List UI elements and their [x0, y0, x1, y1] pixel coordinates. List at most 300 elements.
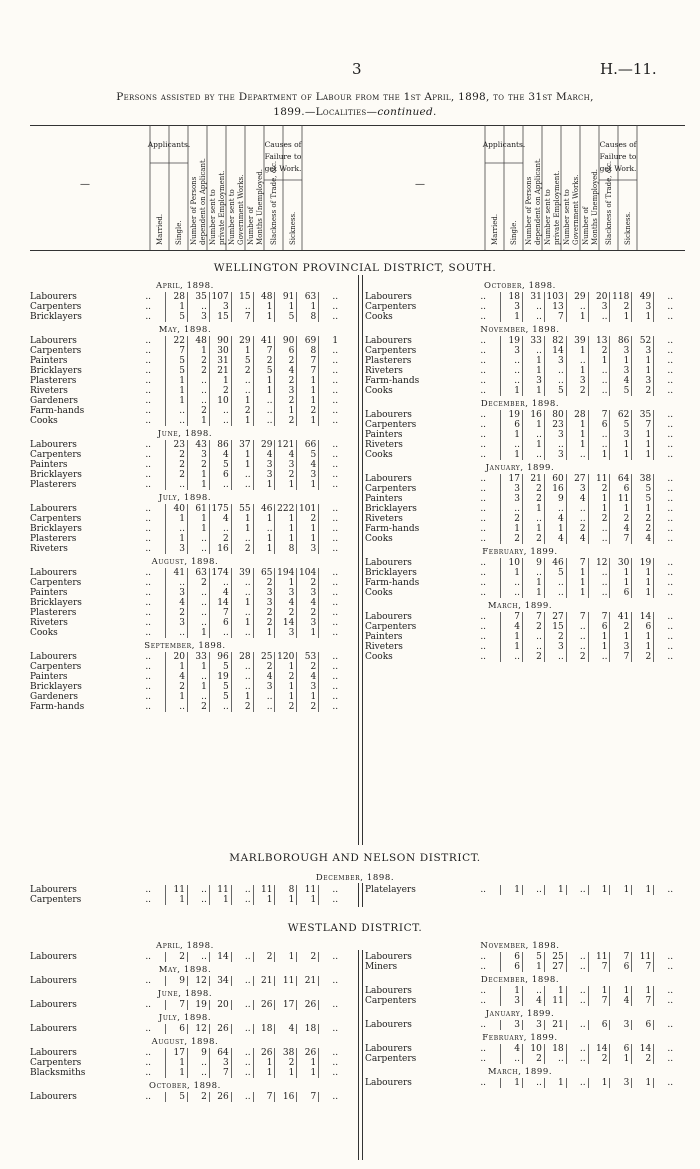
- cell-dependent: 1: [544, 885, 566, 895]
- table-row: [365, 504, 675, 514]
- cell-months: 1: [274, 524, 296, 534]
- row-label: Carpenters: [30, 662, 82, 672]
- cell-slackness: 2: [296, 514, 318, 524]
- cell-months: 3: [609, 366, 631, 376]
- cell-single: 1: [187, 682, 209, 692]
- cell-single: ..: [187, 618, 209, 628]
- cell-married: 1: [500, 986, 522, 996]
- cell-married: 2: [165, 952, 187, 962]
- cell-private: 3: [566, 484, 588, 494]
- cell-sickness: ..: [318, 682, 340, 692]
- cell-government: 7: [588, 612, 610, 622]
- month-heading: October, 1898.: [484, 281, 556, 291]
- cell-dependent: 30: [209, 346, 231, 356]
- leader-dots: ..: [145, 386, 152, 396]
- cell-dependent: 10: [209, 396, 231, 406]
- married-header-0: Married.: [156, 213, 164, 245]
- leader-dots: ..: [145, 406, 152, 416]
- table-row: [30, 1048, 340, 1058]
- month-heading: January, 1899.: [485, 1009, 555, 1019]
- cell-sickness: ..: [318, 386, 340, 396]
- cell-single: ..: [187, 885, 209, 895]
- cell-private: ..: [566, 962, 588, 972]
- row-label: Painters: [30, 588, 68, 598]
- cell-slackness: 101: [296, 504, 318, 514]
- cell-private: 28: [231, 652, 253, 662]
- leader-dots: ..: [145, 450, 152, 460]
- leader-dots: ..: [480, 410, 487, 420]
- cell-dependent: ..: [209, 406, 231, 416]
- cell-sickness: ..: [653, 962, 675, 972]
- cell-sickness: ..: [318, 618, 340, 628]
- row-label: Labourers: [30, 440, 77, 450]
- cell-sickness: ..: [318, 628, 340, 638]
- causes-header-b-0: Failure to: [264, 152, 302, 161]
- cell-sickness: ..: [318, 702, 340, 712]
- cell-private: 7: [566, 612, 588, 622]
- cell-private: ..: [566, 632, 588, 642]
- cell-months: 3: [274, 628, 296, 638]
- cell-slackness: 14: [631, 1044, 653, 1054]
- cell-sickness: ..: [653, 346, 675, 356]
- cell-government: 1: [588, 504, 610, 514]
- cell-dependent: 5: [209, 662, 231, 672]
- cell-single: ..: [187, 534, 209, 544]
- table-row: [30, 440, 340, 450]
- private-header-1: Number sent to: [544, 189, 552, 245]
- marlborough-title: MARLBOROUGH AND NELSON DISTRICT.: [229, 852, 481, 864]
- cell-government: 7: [588, 410, 610, 420]
- leader-dots: ..: [145, 416, 152, 426]
- cell-government: ..: [588, 386, 610, 396]
- cell-slackness: 2: [631, 514, 653, 524]
- cell-private: ..: [231, 1068, 253, 1078]
- cell-sickness: ..: [318, 895, 340, 905]
- cell-sickness: ..: [318, 1092, 340, 1102]
- table-row: [30, 534, 340, 544]
- cell-single: 2: [187, 702, 209, 712]
- cell-dependent: 5: [544, 568, 566, 578]
- cell-slackness: 6: [631, 1020, 653, 1030]
- cell-dependent: 1: [209, 376, 231, 386]
- row-label: Cooks: [365, 450, 393, 460]
- dependent-header-b-0: dependent on Applicant.: [199, 157, 207, 245]
- cell-months: 1: [274, 534, 296, 544]
- row-label: Carpenters: [365, 622, 417, 632]
- cell-single: 2: [522, 1054, 544, 1064]
- cell-sickness: ..: [318, 568, 340, 578]
- cell-private: 1: [231, 416, 253, 426]
- cell-months: 1: [609, 1054, 631, 1064]
- table-row: [365, 1020, 675, 1030]
- cell-slackness: 1: [296, 396, 318, 406]
- cell-married: 5: [165, 356, 187, 366]
- cell-months: 41: [609, 612, 631, 622]
- table-row: [30, 514, 340, 524]
- cell-months: 1: [609, 440, 631, 450]
- row-label: Riveters: [365, 366, 403, 376]
- cell-slackness: 49: [631, 292, 653, 302]
- cell-government: 3: [253, 470, 275, 480]
- cell-married: 5: [165, 366, 187, 376]
- cell-sickness: ..: [653, 652, 675, 662]
- table-row: [30, 386, 340, 396]
- leader-dots: ..: [145, 652, 152, 662]
- leader-dots: ..: [145, 514, 152, 524]
- cell-married: 1: [500, 1078, 522, 1088]
- row-label: Labourers: [30, 1048, 77, 1058]
- cell-government: ..: [588, 440, 610, 450]
- cell-government: 1: [253, 1068, 275, 1078]
- cell-sickness: ..: [318, 544, 340, 554]
- row-label: Farm-hands: [30, 702, 85, 712]
- cell-slackness: 4: [296, 460, 318, 470]
- cell-government: ..: [588, 312, 610, 322]
- cell-sickness: ..: [653, 336, 675, 346]
- table-row: [365, 474, 675, 484]
- row-label: Labourers: [365, 474, 412, 484]
- cell-slackness: 2: [631, 386, 653, 396]
- row-label: Miners: [365, 962, 398, 972]
- cell-government: 11: [588, 474, 610, 484]
- leader-dots: ..: [480, 484, 487, 494]
- cell-sickness: ..: [318, 952, 340, 962]
- cell-private: 1: [566, 420, 588, 430]
- cell-months: 4: [609, 524, 631, 534]
- cell-government: 5: [253, 366, 275, 376]
- table-row: [30, 895, 340, 905]
- cell-married: 3: [165, 618, 187, 628]
- leader-dots: ..: [145, 1092, 152, 1102]
- cell-slackness: 2: [296, 702, 318, 712]
- cell-single: ..: [522, 1078, 544, 1088]
- leader-dots: ..: [480, 962, 487, 972]
- leader-dots: ..: [480, 568, 487, 578]
- cell-married: 18: [500, 292, 522, 302]
- cell-single: 3: [522, 376, 544, 386]
- leader-dots: ..: [480, 558, 487, 568]
- leader-dots: ..: [480, 524, 487, 534]
- cell-slackness: 21: [296, 976, 318, 986]
- cell-months: 5: [274, 312, 296, 322]
- westland-right-column: [365, 938, 675, 1088]
- row-label: Labourers: [30, 504, 77, 514]
- cell-government: ..: [253, 692, 275, 702]
- cell-months: 6: [609, 484, 631, 494]
- cell-single: 7: [522, 612, 544, 622]
- cell-single: 1: [522, 440, 544, 450]
- cell-months: 1: [274, 480, 296, 490]
- table-row: [30, 406, 340, 416]
- cell-dependent: 1: [209, 895, 231, 905]
- cell-months: 1: [274, 578, 296, 588]
- leader-dots: ..: [145, 534, 152, 544]
- row-label: Riveters: [365, 440, 403, 450]
- cell-sickness: ..: [653, 302, 675, 312]
- cell-married: 1: [165, 386, 187, 396]
- dependent-header-1: Number of Persons: [525, 176, 533, 245]
- married-header-1: Married.: [491, 213, 499, 245]
- applicants-header-1: Applicants.: [482, 140, 526, 149]
- cell-married: 5: [165, 1092, 187, 1102]
- leader-dots: ..: [145, 504, 152, 514]
- cell-single: 1: [187, 628, 209, 638]
- cell-private: ..: [566, 1054, 588, 1064]
- cell-months: 1: [274, 662, 296, 672]
- cell-single: 43: [187, 440, 209, 450]
- leader-dots: ..: [145, 1024, 152, 1034]
- cell-dependent: 23: [544, 420, 566, 430]
- marlborough-left-column: [30, 885, 340, 905]
- cell-slackness: 7: [631, 996, 653, 1006]
- cell-private: 1: [231, 524, 253, 534]
- table-row: [365, 588, 675, 598]
- month-heading: July, 1898.: [158, 493, 212, 503]
- cell-dependent: ..: [209, 480, 231, 490]
- cell-dependent: ..: [544, 578, 566, 588]
- cell-private: 1: [566, 568, 588, 578]
- cell-single: 1: [522, 524, 544, 534]
- cell-married: 1: [165, 1058, 187, 1068]
- cell-slackness: 3: [631, 376, 653, 386]
- dependent-header-b-1: dependent on Applicant.: [534, 157, 542, 245]
- table-row: [365, 336, 675, 346]
- cell-sickness: ..: [653, 376, 675, 386]
- cell-sickness: ..: [318, 302, 340, 312]
- cell-slackness: 1: [631, 366, 653, 376]
- title-line-1: Persons assisted by the Department of Labour from the 1st April, 1898, to the 31st March,: [116, 91, 594, 103]
- cell-single: ..: [522, 885, 544, 895]
- cell-sickness: ..: [653, 474, 675, 484]
- cell-dependent: 107: [209, 292, 231, 302]
- month-heading: July, 1898.: [158, 1013, 212, 1023]
- cell-married: 4: [500, 622, 522, 632]
- wellington-title: WELLINGTON PROVINCIAL DISTRICT, SOUTH.: [213, 262, 497, 274]
- cell-slackness: 1: [631, 568, 653, 578]
- cell-married: 6: [500, 962, 522, 972]
- cell-slackness: 1: [296, 416, 318, 426]
- cell-private: ..: [231, 470, 253, 480]
- cell-slackness: 8: [296, 312, 318, 322]
- cell-government: 2: [588, 1054, 610, 1064]
- row-label: Blacksmiths: [30, 1068, 86, 1078]
- cell-months: 7: [609, 534, 631, 544]
- cell-single: 2: [522, 622, 544, 632]
- private-header-0: Number sent to: [209, 189, 217, 245]
- cell-dependent: 4: [544, 534, 566, 544]
- cell-dependent: ..: [209, 524, 231, 534]
- cell-single: ..: [522, 430, 544, 440]
- table-row: [30, 682, 340, 692]
- cell-government: 2: [253, 578, 275, 588]
- leader-dots: ..: [480, 474, 487, 484]
- cell-sickness: ..: [653, 558, 675, 568]
- table-row: [30, 544, 340, 554]
- cell-sickness: ..: [318, 460, 340, 470]
- leader-dots: ..: [145, 885, 152, 895]
- cell-married: ..: [165, 480, 187, 490]
- cell-government: 7: [253, 346, 275, 356]
- cell-dependent: 21: [544, 1020, 566, 1030]
- cell-married: 3: [165, 544, 187, 554]
- cell-months: 194: [274, 568, 296, 578]
- row-label: Plasterers: [30, 608, 77, 618]
- cell-government: 1: [588, 494, 610, 504]
- cell-sickness: ..: [318, 470, 340, 480]
- row-label: Farm-hands: [30, 406, 85, 416]
- leader-dots: ..: [145, 568, 152, 578]
- cell-months: 3: [274, 460, 296, 470]
- cell-married: ..: [500, 588, 522, 598]
- table-row: [365, 1044, 675, 1054]
- row-label: Labourers: [365, 410, 412, 420]
- cell-private: 1: [566, 588, 588, 598]
- cell-married: 3: [500, 494, 522, 504]
- cell-government: 2: [253, 662, 275, 672]
- cell-single: 33: [187, 652, 209, 662]
- government-header-1: Number sent to: [563, 189, 571, 245]
- row-label: Bricklayers: [30, 524, 82, 534]
- cell-slackness: 7: [296, 1092, 318, 1102]
- header-dash-0: —: [80, 179, 90, 190]
- cell-government: ..: [253, 702, 275, 712]
- title-line-2: 1899.—Localities—continued.: [273, 106, 437, 118]
- leader-dots: ..: [480, 612, 487, 622]
- cell-government: 1: [588, 642, 610, 652]
- cell-government: 1: [253, 628, 275, 638]
- cell-dependent: 20: [209, 1000, 231, 1010]
- cell-married: 1: [500, 568, 522, 578]
- table-row: [30, 1068, 340, 1078]
- cell-slackness: 6: [631, 622, 653, 632]
- cell-sickness: ..: [653, 450, 675, 460]
- cell-government: 4: [253, 672, 275, 682]
- cell-single: 3: [187, 312, 209, 322]
- cell-married: 1: [500, 632, 522, 642]
- row-label: Labourers: [365, 952, 412, 962]
- cell-government: ..: [588, 430, 610, 440]
- cell-private: 2: [231, 406, 253, 416]
- cell-sickness: ..: [653, 632, 675, 642]
- cell-slackness: 1: [296, 692, 318, 702]
- cell-married: 1: [165, 692, 187, 702]
- cell-months: 118: [609, 292, 631, 302]
- cell-government: 2: [588, 514, 610, 524]
- cell-married: 1: [500, 312, 522, 322]
- cell-private: 2: [566, 652, 588, 662]
- cell-months: 1: [609, 568, 631, 578]
- cell-government: 13: [588, 336, 610, 346]
- cell-single: 1: [522, 386, 544, 396]
- leader-dots: ..: [145, 312, 152, 322]
- cell-married: 7: [165, 1000, 187, 1010]
- leader-dots: ..: [145, 976, 152, 986]
- cell-months: 2: [609, 622, 631, 632]
- cell-private: ..: [231, 588, 253, 598]
- cell-private: 29: [231, 336, 253, 346]
- cell-private: ..: [231, 1024, 253, 1034]
- government-header-0: Number sent to: [228, 189, 236, 245]
- cell-single: 1: [187, 480, 209, 490]
- cell-single: 21: [522, 474, 544, 484]
- cell-married: ..: [500, 504, 522, 514]
- table-row: [30, 336, 340, 346]
- month-heading: August, 1898.: [151, 557, 219, 567]
- cell-sickness: ..: [318, 514, 340, 524]
- cell-married: 10: [500, 558, 522, 568]
- cell-government: 26: [253, 1000, 275, 1010]
- cell-married: ..: [500, 1054, 522, 1064]
- cell-married: ..: [500, 376, 522, 386]
- row-label: Labourers: [30, 336, 77, 346]
- cell-slackness: 2: [296, 578, 318, 588]
- table-row: [365, 885, 675, 895]
- cell-private: ..: [566, 622, 588, 632]
- cell-dependent: 2: [209, 386, 231, 396]
- leader-dots: ..: [480, 356, 487, 366]
- table-row: [30, 416, 340, 426]
- table-row: [30, 1092, 340, 1102]
- cell-sickness: ..: [653, 1054, 675, 1064]
- sickness-header-0: Sickness.: [289, 211, 297, 245]
- cell-sickness: ..: [318, 598, 340, 608]
- cell-government: 3: [588, 302, 610, 312]
- westland-left-column: [30, 938, 340, 1102]
- leader-dots: ..: [480, 376, 487, 386]
- cell-dependent: 4: [209, 450, 231, 460]
- cell-dependent: 4: [209, 514, 231, 524]
- cell-single: ..: [187, 1068, 209, 1078]
- cell-single: 2: [522, 652, 544, 662]
- cell-slackness: 11: [296, 885, 318, 895]
- cell-dependent: 4: [209, 588, 231, 598]
- cell-private: 1: [566, 366, 588, 376]
- cell-married: 17: [500, 474, 522, 484]
- cell-married: 2: [165, 608, 187, 618]
- cell-dependent: 13: [544, 302, 566, 312]
- cell-single: 9: [187, 1048, 209, 1058]
- cell-months: 4: [274, 1024, 296, 1034]
- row-label: Riveters: [30, 544, 68, 554]
- leader-dots: ..: [145, 672, 152, 682]
- cell-slackness: 18: [296, 1024, 318, 1034]
- leader-dots: ..: [480, 622, 487, 632]
- cell-single: 1: [187, 416, 209, 426]
- row-label: Carpenters: [365, 420, 417, 430]
- cell-sickness: ..: [318, 346, 340, 356]
- cell-single: ..: [187, 544, 209, 554]
- cell-government: ..: [588, 568, 610, 578]
- cell-married: 1: [500, 430, 522, 440]
- cell-private: ..: [231, 662, 253, 672]
- private-header-b-1: private Employment.: [553, 170, 561, 245]
- leader-dots: ..: [145, 608, 152, 618]
- cell-private: ..: [231, 885, 253, 895]
- cell-slackness: 1: [296, 534, 318, 544]
- cell-dependent: 82: [544, 336, 566, 346]
- cell-dependent: 27: [544, 962, 566, 972]
- cell-government: 65: [253, 568, 275, 578]
- leader-dots: ..: [480, 952, 487, 962]
- leader-dots: ..: [480, 504, 487, 514]
- cell-slackness: 1: [296, 1068, 318, 1078]
- cell-private: ..: [231, 386, 253, 396]
- cell-private: ..: [231, 1000, 253, 1010]
- cell-dependent: 18: [544, 1044, 566, 1054]
- cell-private: 1: [231, 514, 253, 524]
- cell-government: ..: [588, 588, 610, 598]
- cell-married: 3: [500, 346, 522, 356]
